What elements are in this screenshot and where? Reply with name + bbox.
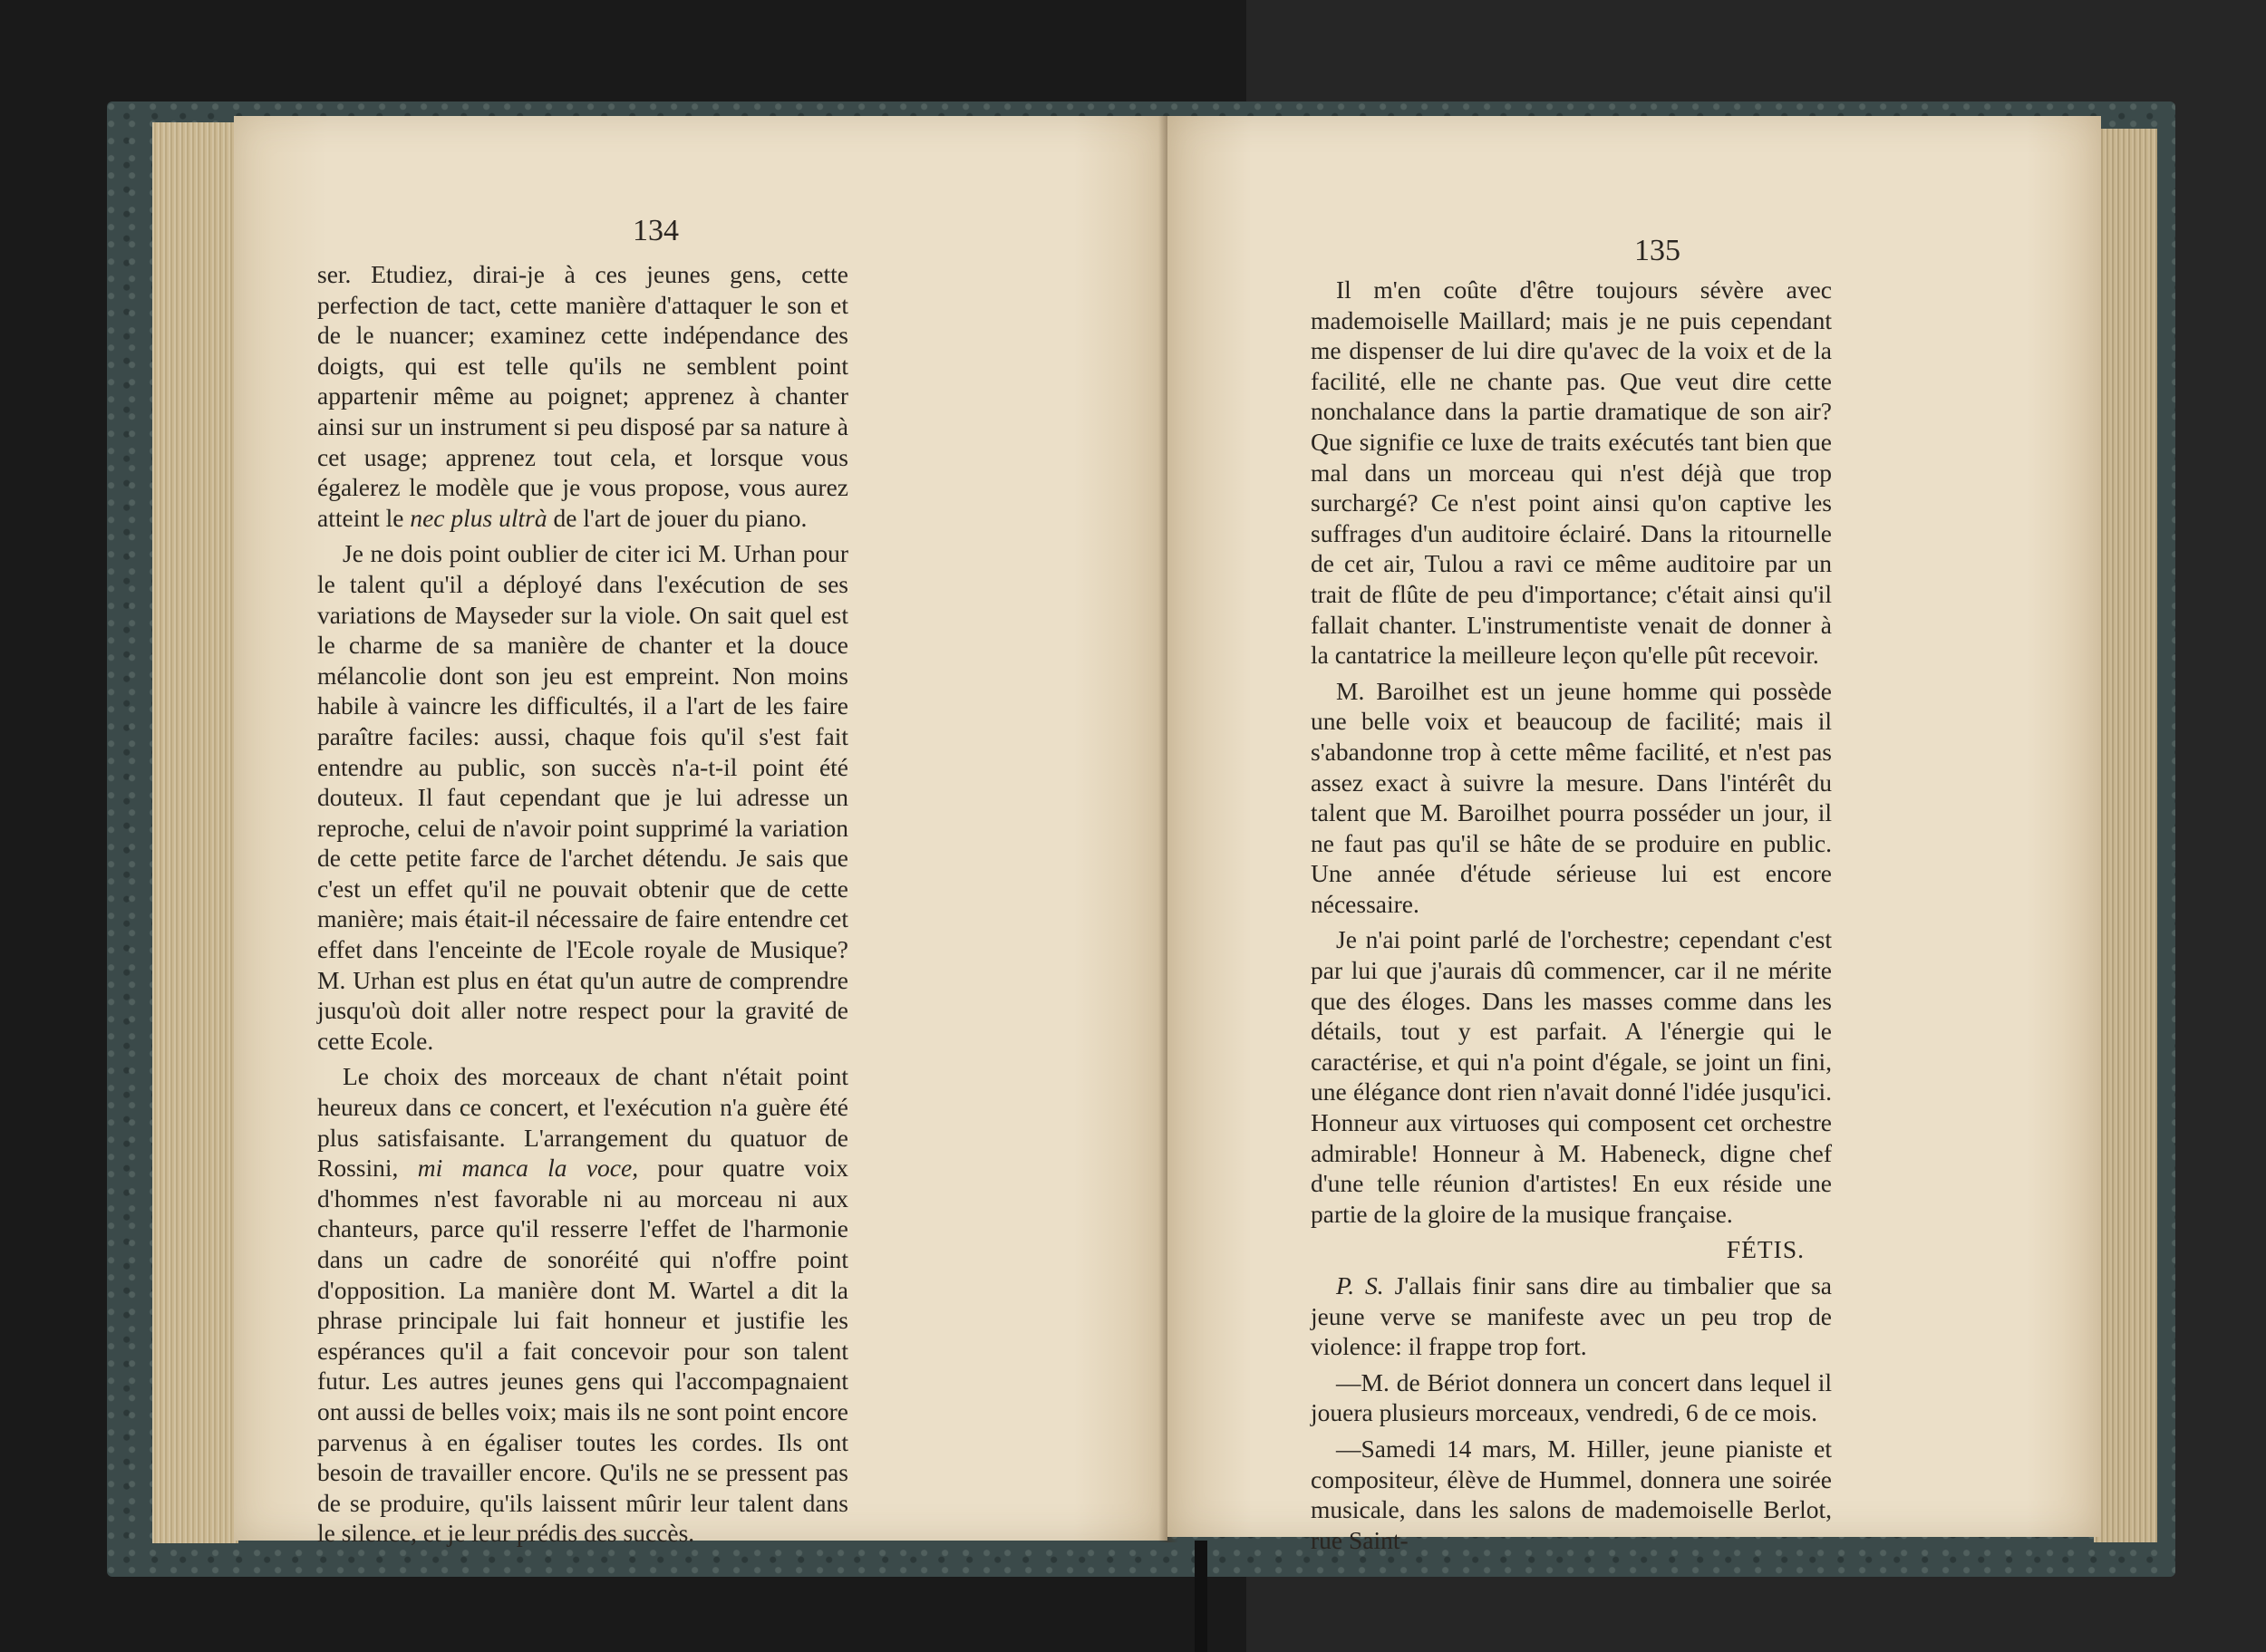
- paragraph: —M. de Bériot donnera un concert dans lequel il jouera plusieurs morceaux, vendredi, 6 de ce mois.: [1311, 1367, 1832, 1427]
- paragraph-text: J'allais finir sans dire au timbalier que sa jeune verve se manifeste avec un peu trop de violence: il frappe trop fort.: [1311, 1271, 1832, 1361]
- ps-label: P. S.: [1336, 1271, 1384, 1299]
- italic-phrase: mi manca la voce,: [417, 1154, 639, 1183]
- paragraph: Je n'ai point parlé de l'orchestre; cependant c'est par lui que j'aurais dû commencer, car il ne mérite que des éloges. Dans les masses comme dans les détails, tout y est parfait. A l'énergie qui le caractérise, et qui n'a point d'égale, se joint un fini, une élégance dont rien n'avait donné l'idée jusqu'ici. Honneur aux virtuoses qui composent cet orchestre admirable! Honneur à M. Habeneck, digne chef d'une telle réunion d'artistes! En eux réside une partie de la gloire de la musique française.: [1311, 925, 1832, 1228]
- paragraph: [1311, 1270, 1832, 1362]
- paragraph: Je ne dois point oublier de citer ici M. Urhan pour le talent qu'il a déployé dans l'exécution de ses variations de Mayseder sur la viole. On sait quel est le charme de sa manière de chanter et la douce mélancolie dont son jeu est empreint. Non moins habile à vaincre les difficultés, il a l'art de les faire paraître faciles: aussi, chaque fois qu'il s'est fait entendre au public, son succès n'a-t-il point été douteux. Il faut cependant que je lui adresse un reproche, celui de n'avoir point supprimé la variation de cette petite farce de l'archet détendu. Je sais que c'est un effet qu'il ne pouvait obtenir que de cette manière; mais était-il nécessaire de faire entendre cet effet dans l'enceinte de l'Ecole royale de Musique? M. Urhan est plus en état qu'un autre de comprendre jusqu'où doit aller notre respect pour la gravité de cette Ecole.: [317, 539, 848, 1055]
- paragraph: M. Baroilhet est un jeune homme qui possède une belle voix et beaucoup de facilité; mais il s'abandonne trop à cette même facilité, et n'est pas assez exact à suivre la mesure. Dans l'intérêt du talent que M. Baroilhet pourra posséder un jour, il ne faut pas qu'il se hâte de se produire en public. Une année d'étude sérieuse lui est encore nécessaire.: [1311, 676, 1832, 918]
- right-page-text: [1311, 275, 1832, 1560]
- page-edges-right: [2094, 129, 2157, 1542]
- paragraph-text: ser. Etudiez, dirai-je à ces jeunes gens, cette perfection de tact, cette manière d'attaquer le son et de le nuancer; examinez cette indépendance des doigts, qui est telle qu'ils ne semblent point appartenir même au poignet; apprenez à chanter ainsi sur un instrument si peu disposé par sa nature à cet usage; apprenez tout cela, et lorsque vous égalerez le modèle que je vous propose, vous aurez atteint le: [317, 260, 848, 532]
- bookmark-ribbon: [1195, 1541, 1207, 1652]
- page-number-right: 135: [1634, 234, 1680, 267]
- page-edges-left: [152, 122, 238, 1543]
- paragraph-text: de l'art de jouer du piano.: [553, 503, 808, 532]
- signature: FÉTIS.: [1726, 1235, 1805, 1264]
- paragraph-text: pour quatre voix d'hommes n'est favorable ni au morceau ni aux chanteurs, parce qu'il resserre l'effet de l'harmonie dans un cadre de sonoréité qui n'offre point d'opposition. La manière dont M. Wartel a dit la phrase principale lui fait honneur et justifie les espérances qu'il a fait concevoir pour son talent futur. Les autres jeunes gens qui l'accompagnaient ont aussi de belles voix; mais ils ne sont point encore parvenus à en égaliser toutes les cordes. Ils ont besoin de travailler encore. Qu'ils ne se pressent pas de se produire, qu'ils laissent mûrir leur talent dans le silence, et je leur prédis des succès.: [317, 1154, 849, 1548]
- page-number-left: 134: [633, 214, 679, 247]
- paragraph: —Samedi 14 mars, M. Hiller, jeune pianiste et compositeur, élève de Hummel, donnera une soirée musicale, dans les salons de mademoiselle Berlot, rue Saint-: [1311, 1434, 1832, 1554]
- left-page-text: [317, 259, 848, 1554]
- paragraph: Il m'en coûte d'être toujours sévère avec mademoiselle Maillard; mais je ne puis cependant me dispenser de lui dire qu'avec de la voix et de la facilité, elle ne chante pas. Que veut dire cette nonchalance dans la partie dramatique de son air? Que signifie ce luxe de traits exécutés tant bien que mal dans un morceau qui n'est déjà que trop surchargé? Ce n'est point ainsi qu'on captive les suffrages d'un auditoire éclairé. Dans la ritournelle de cet air, Tulou a ravi ce même auditoire par un trait de flûte de peu d'importance; c'était ainsi qu'il fallait chanter. L'instrumentiste venait de donner à la cantatrice la meilleure leçon qu'elle pût recevoir.: [1311, 275, 1832, 670]
- paragraph: [317, 259, 848, 533]
- paragraph-text: Le choix des morceaux de chant n'était point heureux dans ce concert, et l'exécution n'a guère été plus satisfaisante. L'arrangement du quatuor de Rossini,: [317, 1062, 848, 1183]
- left-page: [234, 116, 1167, 1548]
- right-page: [1167, 116, 2101, 1554]
- italic-phrase: nec plus ultrà: [410, 503, 547, 532]
- paragraph: [317, 1061, 848, 1549]
